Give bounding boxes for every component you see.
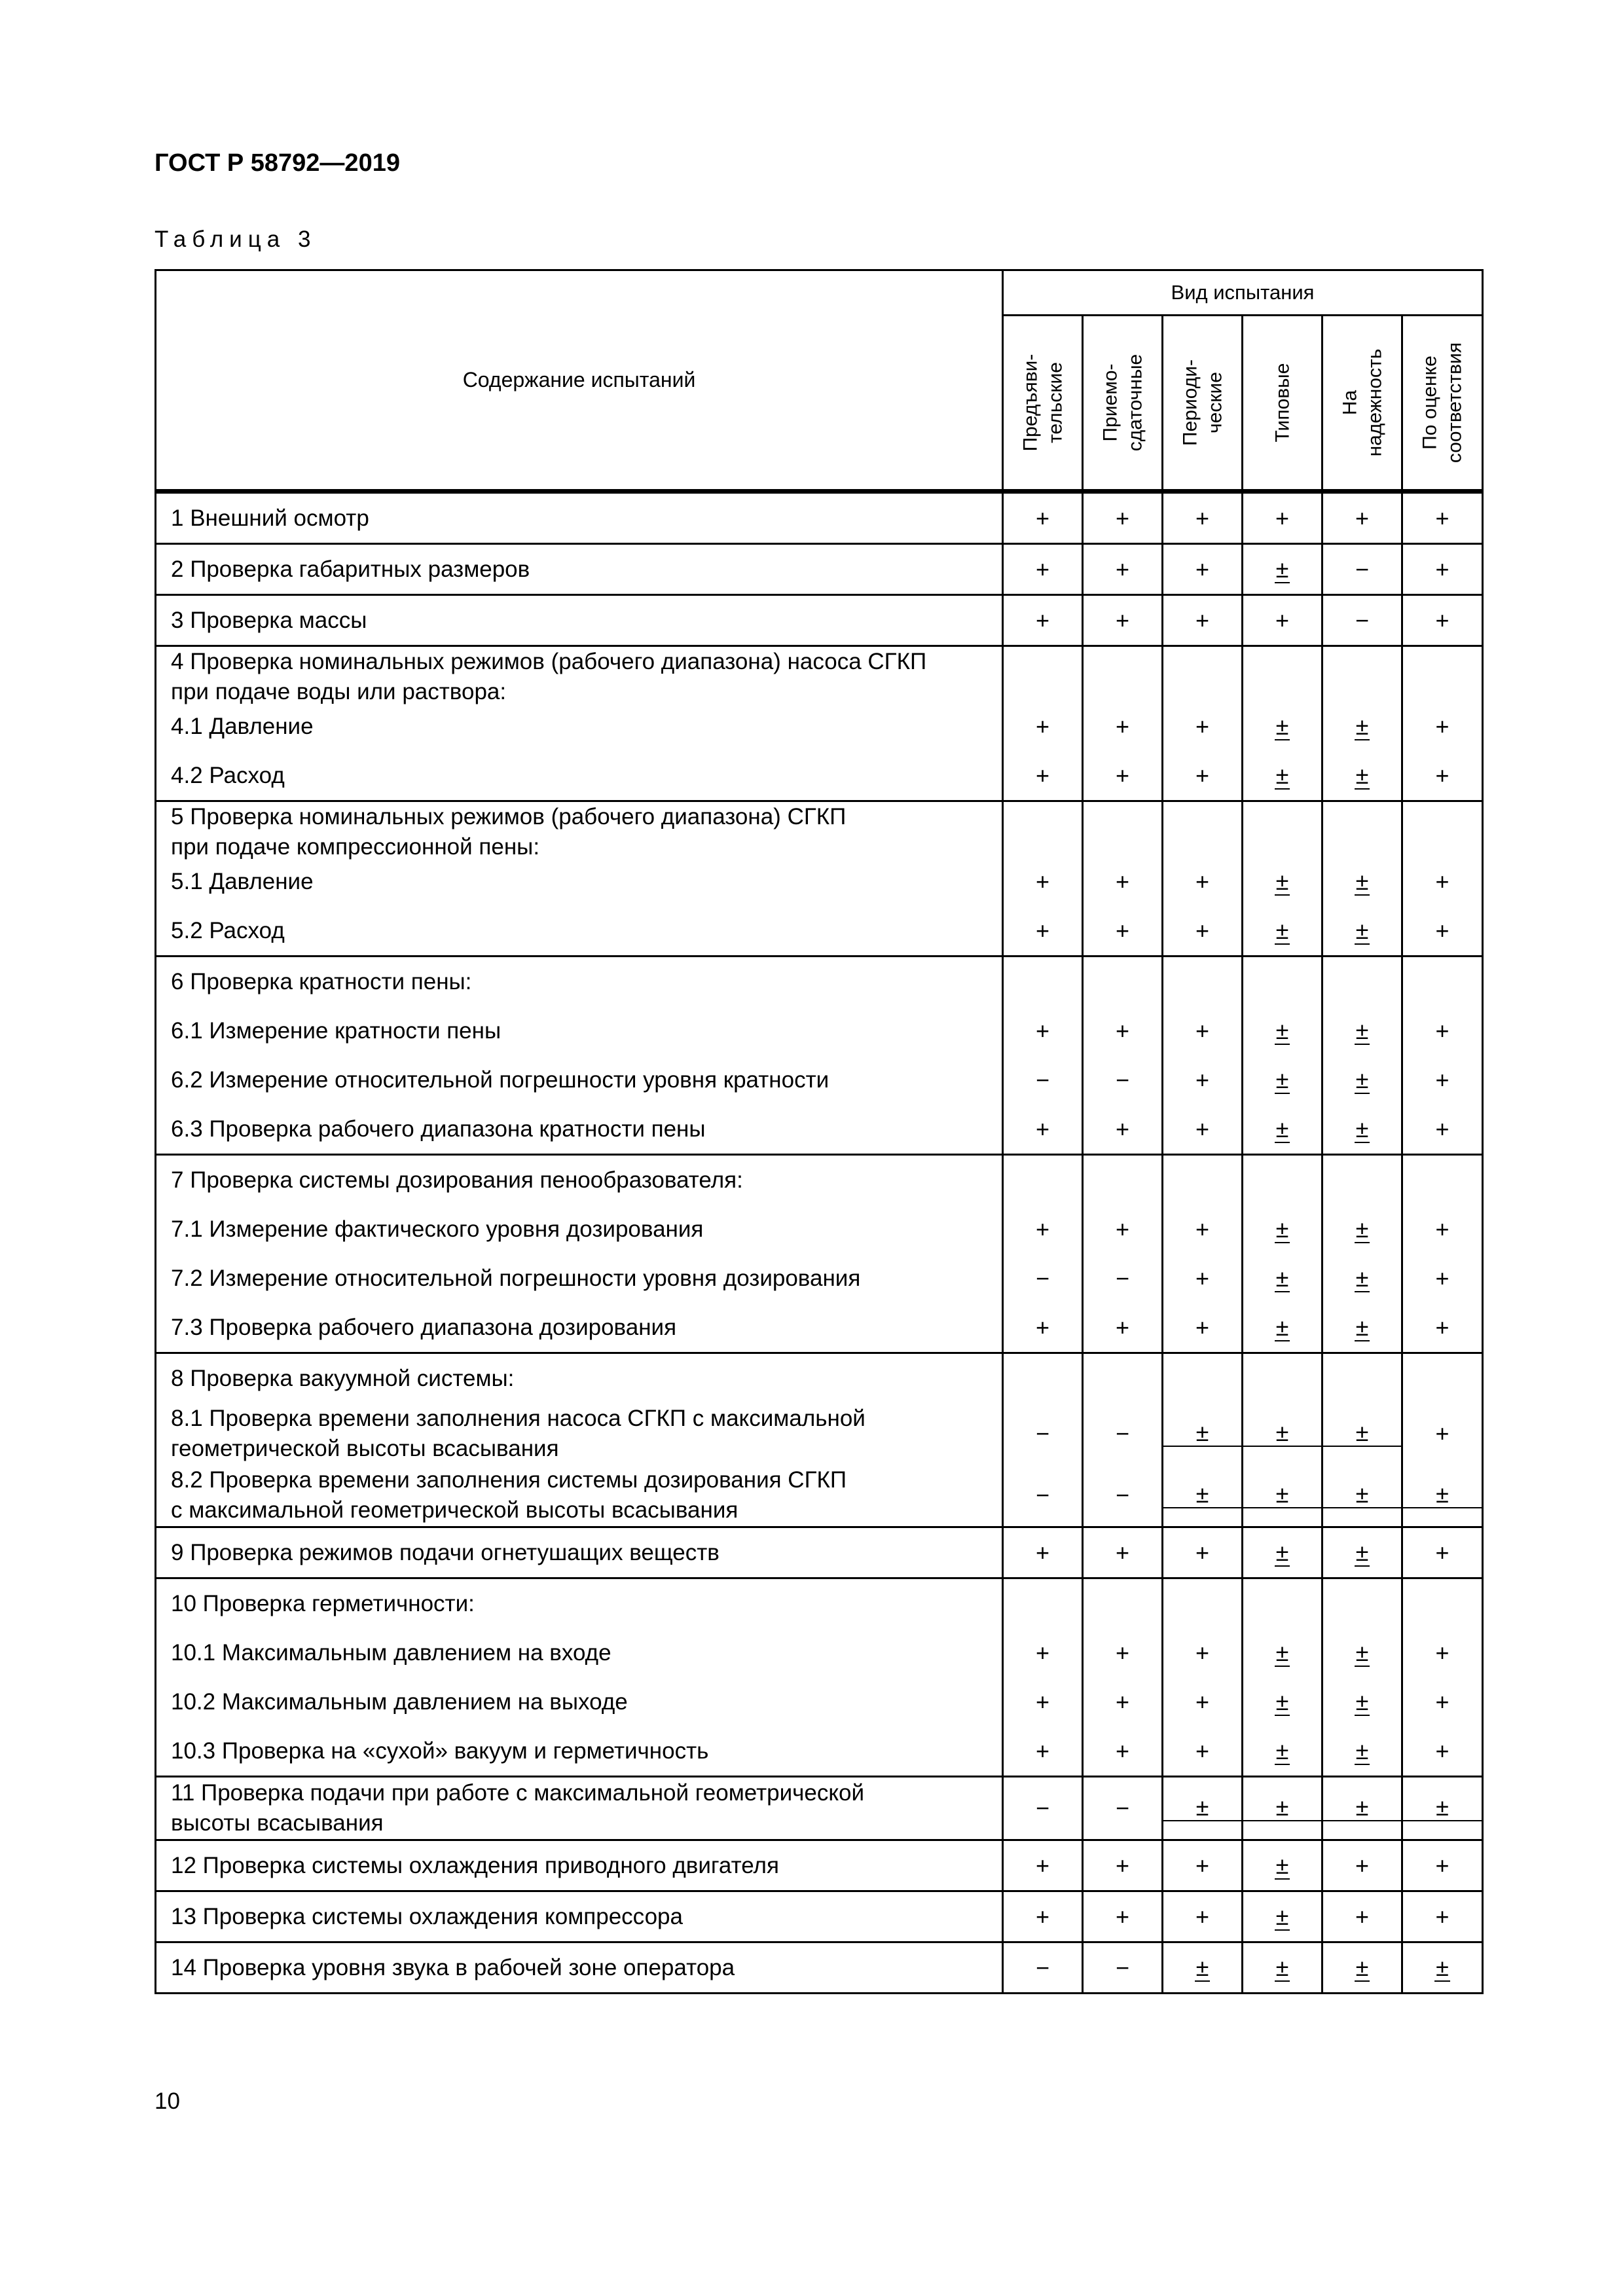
mark-cell [1322, 1155, 1402, 1353]
test-mark: + [1195, 917, 1210, 944]
test-mark: − [1035, 1265, 1050, 1292]
test-mark: + [1435, 1314, 1450, 1341]
test-mark: ± [1163, 1421, 1241, 1447]
mark-cell [1003, 1578, 1083, 1777]
test-content-text: 14 Проверка уровня звука в рабочей зоне оператора [171, 1955, 735, 1980]
test-mark: − [1035, 1066, 1050, 1093]
mark-cell [1322, 492, 1402, 544]
test-mark: + [1435, 713, 1450, 740]
test-mark: + [1435, 868, 1450, 895]
test-content-text: 6.3 Проверка рабочего диапазона кратности пены [171, 1116, 706, 1142]
mark-cell [1083, 1777, 1163, 1840]
test-mark: − [1355, 607, 1370, 634]
test-content-text: 7.2 Измерение относительной погрешности уровня дозирования [171, 1266, 861, 1291]
table-row [156, 801, 1483, 957]
test-mark: ± [1355, 868, 1369, 895]
mark-cell [1003, 1777, 1083, 1840]
mark-cell [1243, 957, 1322, 1155]
test-mark: − [1115, 1795, 1130, 1821]
test-mark: − [1115, 1954, 1130, 1981]
test-mark: − [1035, 1482, 1050, 1508]
test-mark: + [1035, 1116, 1050, 1142]
mark-cell [1003, 1353, 1083, 1527]
mark-cell [1163, 1891, 1243, 1942]
test-mark: ± [1403, 1483, 1482, 1508]
test-mark: + [1195, 1265, 1210, 1292]
table-row [156, 1527, 1483, 1578]
test-mark: ± [1403, 1796, 1482, 1821]
mark-cell [1083, 1840, 1163, 1891]
test-mark: + [1195, 1314, 1210, 1341]
table-row [156, 1155, 1483, 1353]
test-content-text: 13 Проверка системы охлаждения компрессора [171, 1904, 683, 1929]
test-mark: + [1115, 1852, 1130, 1879]
test-mark: ± [1355, 1954, 1369, 1981]
mark-cell [1243, 801, 1322, 957]
table-row [156, 1840, 1483, 1891]
test-mark: + [1195, 713, 1210, 740]
table-row [156, 1353, 1483, 1527]
mark-cell [1402, 1840, 1483, 1891]
mark-cell [1163, 801, 1243, 957]
test-mark: − [1035, 1954, 1050, 1981]
test-mark: + [1195, 1066, 1210, 1093]
mark-cell [1322, 1777, 1402, 1840]
test-mark: + [1435, 1017, 1450, 1044]
test-mark: + [1035, 1738, 1050, 1764]
test-content-text: 5.1 Давление [171, 869, 314, 894]
test-mark: ± [1275, 1017, 1289, 1044]
test-mark: ± [1355, 1688, 1369, 1715]
test-mark: ± [1355, 1265, 1369, 1292]
test-mark: + [1355, 1852, 1370, 1879]
test-mark: + [1355, 1903, 1370, 1930]
test-mark: + [1195, 1903, 1210, 1930]
test-content-text: 12 Проверка системы охлаждения приводного двигателя [171, 1853, 779, 1878]
test-content-cell [156, 1777, 1003, 1840]
test-content-text: 7.3 Проверка рабочего диапазона дозирования [171, 1315, 677, 1340]
mark-cell [1402, 801, 1483, 957]
test-mark: ± [1163, 1483, 1241, 1508]
mark-cell [1402, 492, 1483, 544]
column-header: По оценке соответствия [1402, 316, 1483, 492]
column-header: Периоди- ческие [1163, 316, 1243, 492]
mark-cell [1003, 1527, 1083, 1578]
test-mark: ± [1323, 1796, 1401, 1821]
test-mark: ± [1355, 1066, 1369, 1093]
mark-cell [1003, 492, 1083, 544]
test-content-text: геометрической высоты всасывания [171, 1436, 559, 1461]
test-type-group-header: Вид испытания [1003, 270, 1483, 316]
mark-cell [1083, 1353, 1163, 1527]
table-caption: Таблица 3 [155, 227, 317, 252]
mark-cell [1243, 1942, 1322, 1994]
test-content-text: 2 Проверка габаритных размеров [171, 556, 530, 582]
test-mark: + [1435, 505, 1450, 532]
mark-cell [1322, 544, 1402, 595]
test-mark: + [1435, 1738, 1450, 1764]
test-mark: + [1035, 556, 1050, 583]
test-mark: + [1115, 1903, 1130, 1930]
test-mark: + [1195, 762, 1210, 789]
column-header: Приемо- сдаточные [1083, 316, 1163, 492]
test-mark: + [1435, 1688, 1450, 1715]
test-mark: ± [1355, 713, 1369, 740]
test-content-text: с максимальной геометрической высоты всасывания [171, 1497, 739, 1523]
test-mark: ± [1323, 1483, 1401, 1508]
page-number: 10 [155, 2088, 180, 2114]
test-content-text: 8.1 Проверка времени заполнения насоса СГКП с максимальной [171, 1406, 866, 1431]
test-content-text: 1 Внешний осмотр [171, 505, 369, 531]
test-content-text: 4.2 Расход [171, 763, 285, 788]
test-mark: ± [1355, 1017, 1369, 1044]
test-mark: + [1115, 917, 1130, 944]
test-content-cell [156, 957, 1003, 1155]
mark-cell [1402, 1942, 1483, 1994]
mark-cell [1003, 1840, 1083, 1891]
test-content-text: 9 Проверка режимов подачи огнетушащих веществ [171, 1540, 720, 1565]
test-mark: ± [1275, 1314, 1289, 1341]
test-mark: + [1435, 762, 1450, 789]
test-mark: − [1115, 1482, 1130, 1508]
test-content-cell [156, 1527, 1003, 1578]
test-content-text: 7 Проверка системы дозирования пенообразователя: [171, 1167, 743, 1193]
test-content-text: при подаче воды или раствора: [171, 679, 507, 704]
tests-table [155, 269, 1484, 1994]
test-mark: + [1275, 505, 1290, 532]
mark-cell [1003, 801, 1083, 957]
test-mark: + [1115, 762, 1130, 789]
test-mark: ± [1275, 868, 1289, 895]
mark-cell [1083, 1891, 1163, 1942]
test-mark: ± [1195, 1954, 1209, 1981]
test-content-text: 8.2 Проверка времени заполнения системы дозирования СГКП [171, 1467, 847, 1493]
test-mark: + [1035, 917, 1050, 944]
test-mark: + [1275, 607, 1290, 634]
test-mark: + [1435, 1903, 1450, 1930]
test-mark: ± [1275, 1852, 1289, 1879]
table-row [156, 957, 1483, 1155]
mark-cell [1163, 957, 1243, 1155]
test-mark: + [1435, 607, 1450, 634]
test-mark: − [1035, 1795, 1050, 1821]
test-mark: + [1195, 505, 1210, 532]
mark-cell [1243, 646, 1322, 801]
test-mark: + [1035, 1852, 1050, 1879]
test-mark: ± [1275, 713, 1289, 740]
mark-cell [1003, 1155, 1083, 1353]
test-mark: + [1435, 917, 1450, 944]
mark-cell [1163, 646, 1243, 801]
test-mark: + [1115, 1688, 1130, 1715]
test-mark: + [1115, 1738, 1130, 1764]
mark-cell [1322, 595, 1402, 646]
test-mark: ± [1355, 1116, 1369, 1142]
test-content-cell [156, 646, 1003, 801]
test-content-text: 10.2 Максимальным давлением на выходе [171, 1689, 628, 1715]
test-mark: ± [1355, 1639, 1369, 1666]
test-mark: + [1115, 1116, 1130, 1142]
column-header: Предъяви- тельские [1003, 316, 1083, 492]
test-mark: ± [1243, 1421, 1321, 1447]
mark-cell [1003, 646, 1083, 801]
mark-cell [1402, 595, 1483, 646]
test-mark: ± [1275, 762, 1289, 789]
test-mark: + [1435, 1066, 1450, 1093]
mark-cell [1163, 1840, 1243, 1891]
test-mark: + [1035, 1903, 1050, 1930]
test-mark: + [1115, 1017, 1130, 1044]
mark-cell [1083, 544, 1163, 595]
test-mark: + [1035, 1216, 1050, 1243]
test-mark: + [1035, 1539, 1050, 1566]
test-mark: ± [1275, 1265, 1289, 1292]
test-mark: ± [1163, 1796, 1241, 1821]
test-mark: + [1035, 1639, 1050, 1666]
mark-cell [1243, 544, 1322, 595]
test-mark: ± [1275, 1066, 1289, 1093]
test-mark: + [1435, 1216, 1450, 1243]
test-content-cell [156, 544, 1003, 595]
test-mark: + [1115, 713, 1130, 740]
test-mark: + [1035, 1314, 1050, 1341]
test-mark: ± [1436, 1954, 1449, 1981]
mark-cell [1243, 492, 1322, 544]
mark-cell [1322, 1578, 1402, 1777]
test-content-text: 5 Проверка номинальных режимов (рабочего диапазона) СГКП [171, 804, 847, 829]
mark-cell [1322, 1891, 1402, 1942]
mark-cell [1083, 492, 1163, 544]
test-content-text: 4 Проверка номинальных режимов (рабочего диапазона) насоса СГКП [171, 649, 927, 674]
mark-cell [1163, 1578, 1243, 1777]
test-mark: ± [1243, 1796, 1321, 1821]
test-content-text: 5.2 Расход [171, 918, 285, 943]
mark-cell [1402, 1353, 1483, 1527]
test-content-text: при подаче компрессионной пены: [171, 834, 540, 860]
test-mark: ± [1275, 1539, 1289, 1566]
test-mark: + [1115, 1539, 1130, 1566]
mark-cell [1163, 544, 1243, 595]
test-mark: + [1115, 556, 1130, 583]
test-mark: ± [1355, 1216, 1369, 1243]
test-mark: ± [1275, 1216, 1289, 1243]
test-mark: ± [1355, 1314, 1369, 1341]
table-row [156, 544, 1483, 595]
test-mark: ± [1323, 1421, 1401, 1447]
test-mark: − [1115, 1265, 1130, 1292]
test-content-cell [156, 1891, 1003, 1942]
mark-cell [1003, 544, 1083, 595]
test-mark: + [1435, 1420, 1450, 1447]
test-content-cell [156, 1840, 1003, 1891]
test-mark: + [1435, 1539, 1450, 1566]
mark-cell [1083, 595, 1163, 646]
test-mark: + [1435, 1852, 1450, 1879]
mark-cell [1322, 1942, 1402, 1994]
test-mark: ± [1275, 1116, 1289, 1142]
test-content-cell [156, 1942, 1003, 1994]
test-mark: ± [1355, 1738, 1369, 1764]
mark-cell [1402, 1527, 1483, 1578]
mark-cell [1322, 1353, 1402, 1527]
mark-cell [1003, 595, 1083, 646]
test-content-cell [156, 1155, 1003, 1353]
test-mark: − [1355, 556, 1370, 583]
test-content-cell [156, 492, 1003, 544]
test-mark: ± [1275, 1639, 1289, 1666]
mark-cell [1003, 957, 1083, 1155]
content-column-header: Содержание испытаний [156, 270, 1003, 492]
mark-cell [1163, 595, 1243, 646]
mark-cell [1083, 1942, 1163, 1994]
mark-cell [1083, 646, 1163, 801]
test-content-text: 6 Проверка кратности пены: [171, 969, 472, 994]
mark-cell [1243, 1353, 1322, 1527]
mark-cell [1163, 1942, 1243, 1994]
test-content-text: 6.2 Измерение относительной погрешности уровня кратности [171, 1067, 830, 1093]
test-mark: + [1195, 1852, 1210, 1879]
test-mark: + [1195, 1116, 1210, 1142]
test-content-text: 4.1 Давление [171, 714, 314, 739]
mark-cell [1402, 1578, 1483, 1777]
mark-cell [1402, 544, 1483, 595]
table-row [156, 595, 1483, 646]
mark-cell [1243, 595, 1322, 646]
test-content-text: 3 Проверка массы [171, 608, 367, 633]
mark-cell [1243, 1891, 1322, 1942]
test-content-cell [156, 1578, 1003, 1777]
mark-cell [1243, 1155, 1322, 1353]
test-mark: ± [1355, 1539, 1369, 1566]
test-mark: + [1195, 868, 1210, 895]
test-mark: − [1115, 1066, 1130, 1093]
mark-cell [1402, 1891, 1483, 1942]
test-mark: ± [1275, 1954, 1289, 1981]
test-mark: + [1435, 556, 1450, 583]
mark-cell [1402, 1155, 1483, 1353]
table-row [156, 1891, 1483, 1942]
mark-cell [1003, 1891, 1083, 1942]
mark-cell [1083, 1578, 1163, 1777]
mark-cell [1243, 1840, 1322, 1891]
mark-cell [1402, 957, 1483, 1155]
mark-cell [1322, 1840, 1402, 1891]
test-mark: + [1035, 713, 1050, 740]
table-row [156, 1942, 1483, 1994]
mark-cell [1402, 1777, 1483, 1840]
test-mark: + [1035, 505, 1050, 532]
test-content-text: 8 Проверка вакуумной системы: [171, 1366, 515, 1391]
mark-cell [1322, 646, 1402, 801]
table-row [156, 1777, 1483, 1840]
test-content-text: 10.3 Проверка на «сухой» вакуум и герметичность [171, 1738, 709, 1764]
mark-cell [1243, 1527, 1322, 1578]
mark-cell [1322, 957, 1402, 1155]
mark-cell [1322, 801, 1402, 957]
column-header: Типовые [1243, 316, 1322, 492]
mark-cell [1402, 646, 1483, 801]
test-mark: + [1355, 505, 1370, 532]
mark-cell [1243, 1777, 1322, 1840]
test-mark: ± [1275, 1738, 1289, 1764]
mark-cell [1163, 1353, 1243, 1527]
mark-cell [1083, 1527, 1163, 1578]
test-content-text: 6.1 Измерение кратности пены [171, 1018, 501, 1044]
test-mark: − [1035, 1420, 1050, 1447]
mark-cell [1083, 957, 1163, 1155]
column-header: На надежность [1322, 316, 1402, 492]
test-mark: ± [1275, 1903, 1289, 1930]
mark-cell [1003, 1942, 1083, 1994]
table-row [156, 492, 1483, 544]
mark-cell [1163, 1155, 1243, 1353]
test-mark: + [1035, 868, 1050, 895]
mark-cell [1243, 1578, 1322, 1777]
test-content-text: 7.1 Измерение фактического уровня дозирования [171, 1216, 704, 1242]
mark-cell [1322, 1527, 1402, 1578]
test-content-cell [156, 595, 1003, 646]
test-mark: ± [1243, 1483, 1321, 1508]
test-mark: + [1195, 1539, 1210, 1566]
test-mark: + [1195, 607, 1210, 634]
table-row [156, 1578, 1483, 1777]
test-mark: + [1115, 1216, 1130, 1243]
test-mark: ± [1275, 917, 1289, 944]
test-mark: ± [1355, 762, 1369, 789]
test-mark: + [1115, 868, 1130, 895]
test-content-cell [156, 801, 1003, 957]
test-mark: + [1195, 1639, 1210, 1666]
test-mark: + [1115, 607, 1130, 634]
test-mark: ± [1275, 556, 1289, 583]
test-mark: + [1195, 1738, 1210, 1764]
test-mark: + [1195, 1688, 1210, 1715]
test-content-text: 10 Проверка герметичности: [171, 1591, 475, 1616]
test-mark: + [1115, 505, 1130, 532]
mark-cell [1083, 801, 1163, 957]
test-mark: − [1115, 1420, 1130, 1447]
test-mark: ± [1275, 1688, 1289, 1715]
test-mark: + [1195, 1216, 1210, 1243]
test-content-text: высоты всасывания [171, 1810, 384, 1836]
test-mark: + [1035, 762, 1050, 789]
mark-cell [1083, 1155, 1163, 1353]
test-content-cell [156, 1353, 1003, 1527]
test-mark: + [1115, 1639, 1130, 1666]
test-mark: + [1435, 1639, 1450, 1666]
test-mark: + [1195, 1017, 1210, 1044]
test-mark: + [1035, 1017, 1050, 1044]
test-mark: + [1035, 607, 1050, 634]
mark-cell [1163, 492, 1243, 544]
test-mark: + [1035, 1688, 1050, 1715]
test-mark: + [1195, 556, 1210, 583]
mark-cell [1163, 1527, 1243, 1578]
table-row [156, 646, 1483, 801]
test-content-text: 11 Проверка подачи при работе с максимальной геометрической [171, 1780, 865, 1806]
test-mark: + [1435, 1116, 1450, 1142]
test-mark: + [1435, 1265, 1450, 1292]
document-code: ГОСТ Р 58792—2019 [155, 149, 400, 177]
mark-cell [1163, 1777, 1243, 1840]
test-mark: + [1115, 1314, 1130, 1341]
test-mark: ± [1355, 917, 1369, 944]
test-content-text: 10.1 Максимальным давлением на входе [171, 1640, 611, 1666]
